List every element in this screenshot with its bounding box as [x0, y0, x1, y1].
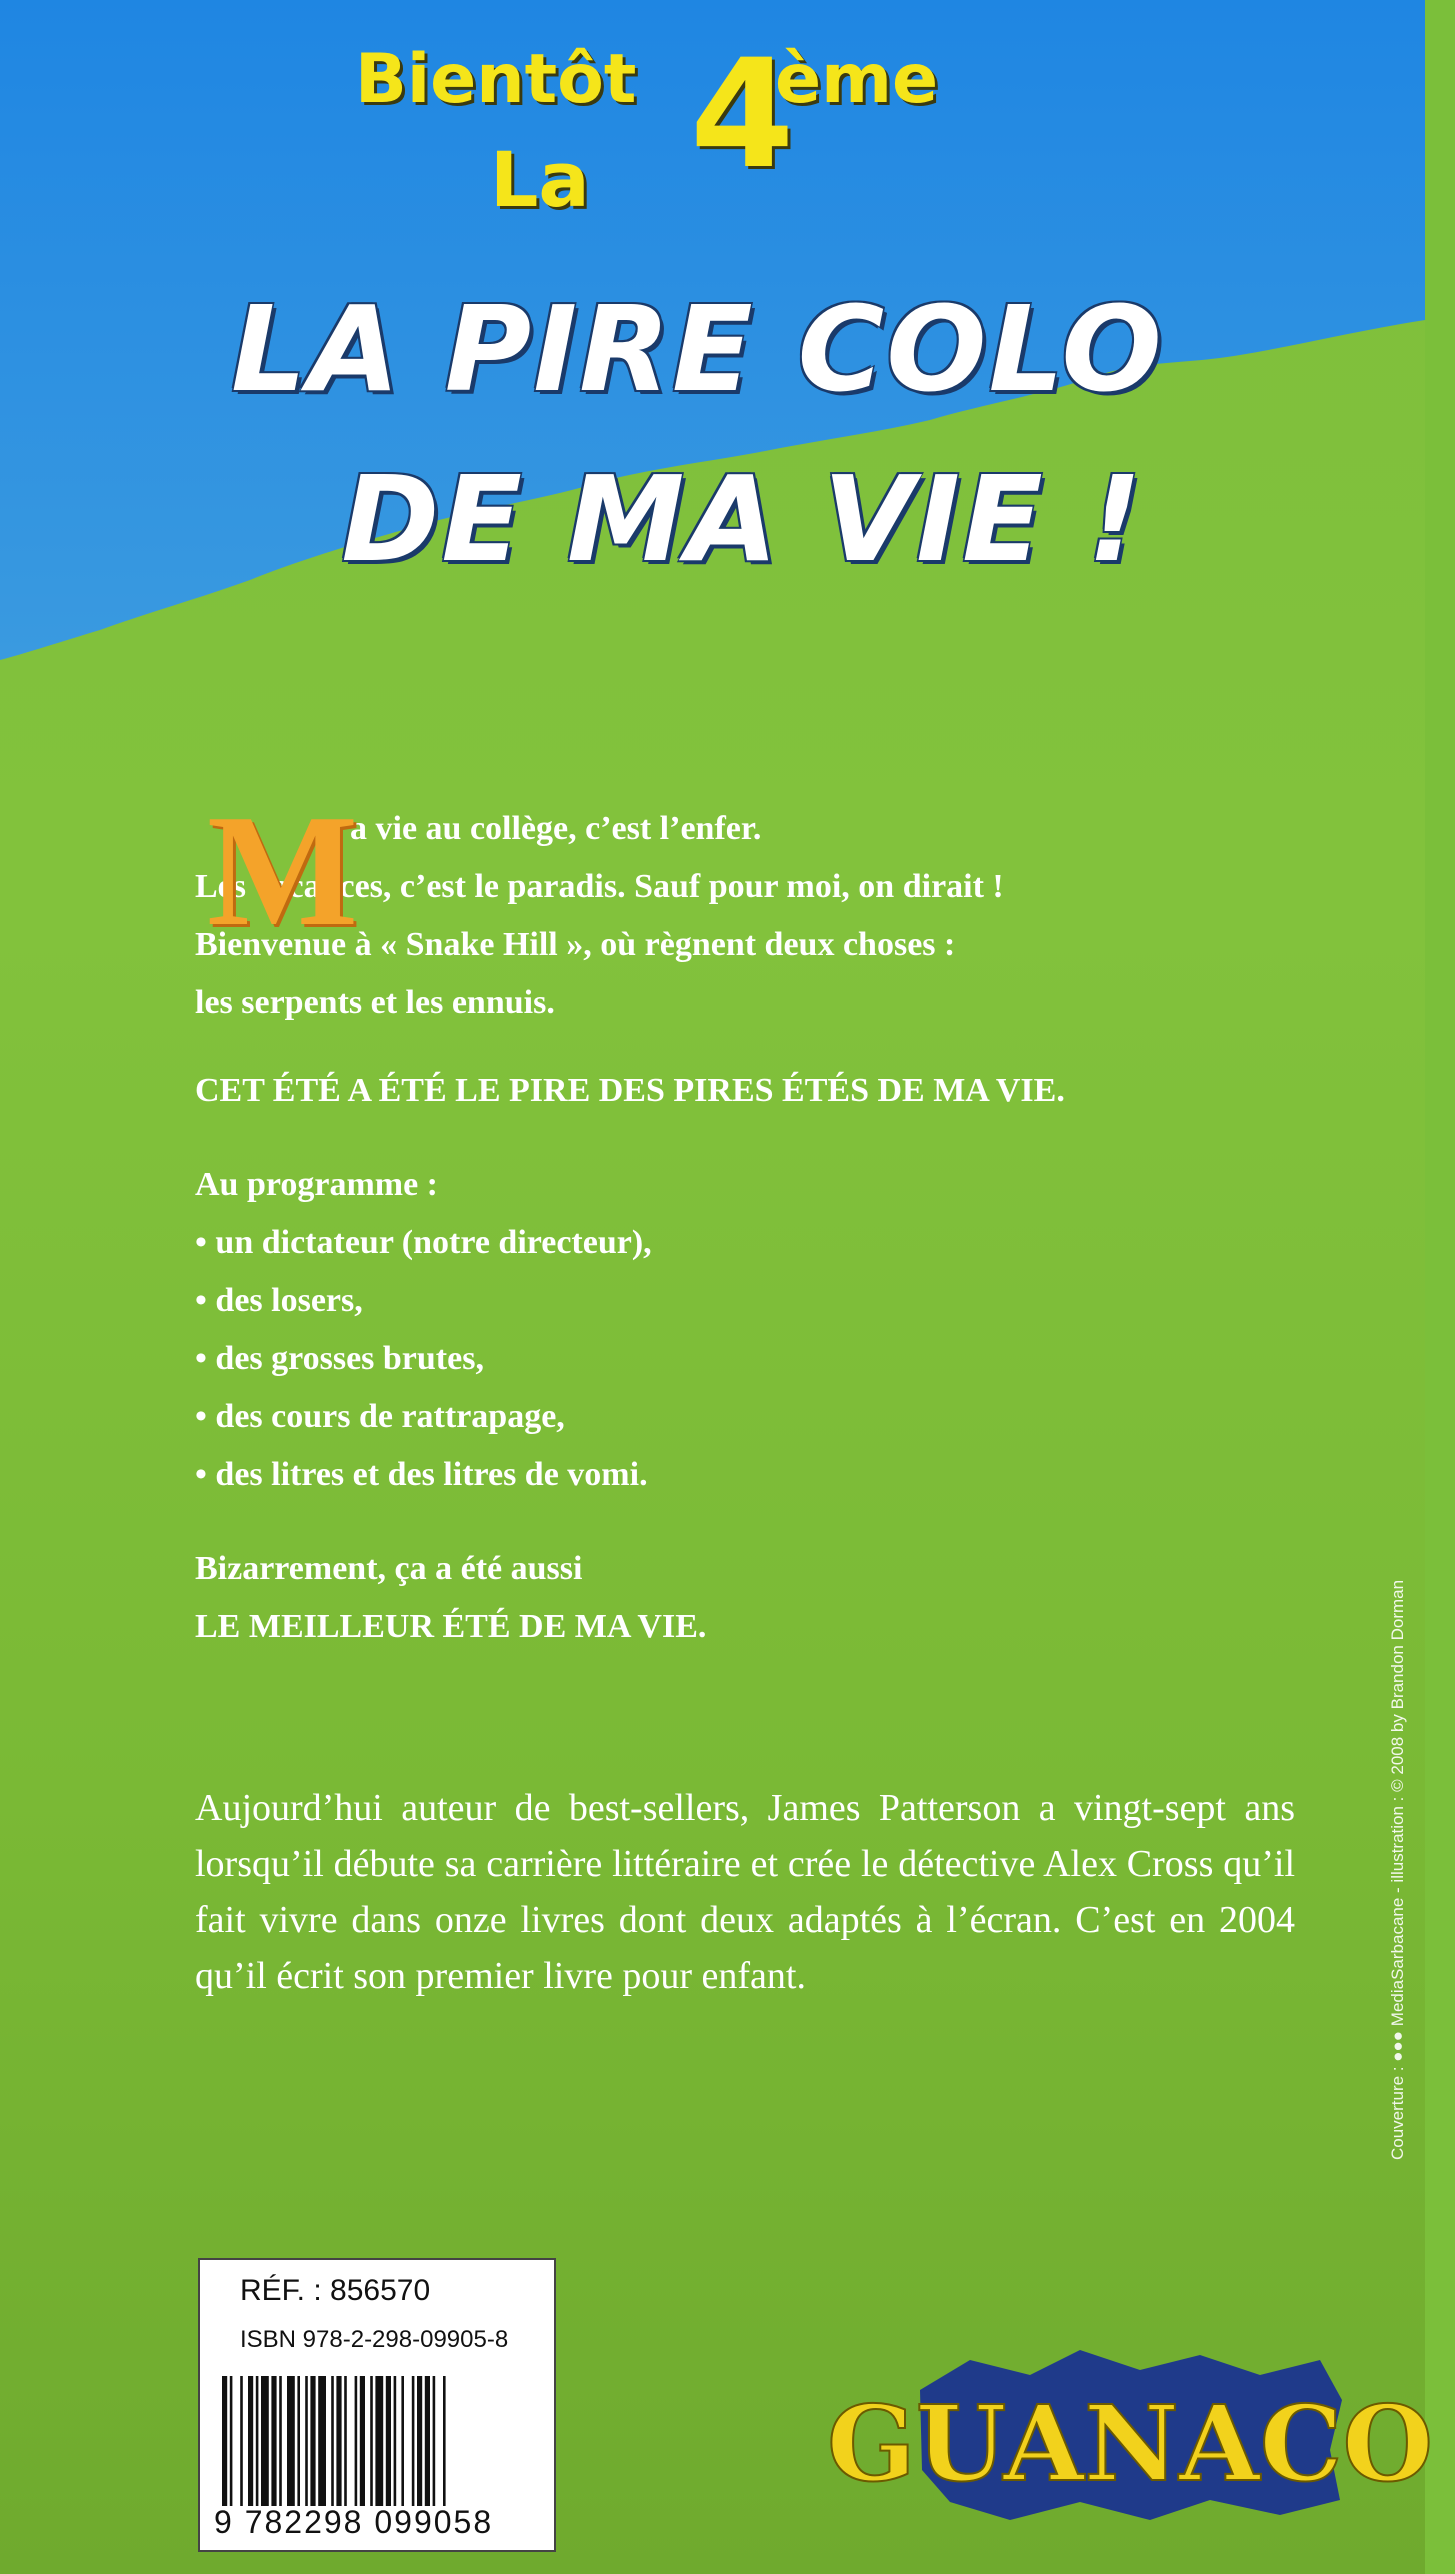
closing-line-2: LE MEILLEUR ÉTÉ DE MA VIE.	[195, 1608, 707, 1645]
series-word-la: La	[490, 135, 590, 224]
series-logo	[355, 28, 995, 240]
barcode-bar	[256, 2376, 259, 2506]
series-word-bientot: Bientôt	[355, 40, 637, 119]
program-item: • des cours de rattrapage,	[195, 1388, 1255, 1446]
book-title-line-2: DE MA VIE !	[341, 450, 1144, 588]
reference-number: RÉF. : 856570	[240, 2274, 431, 2307]
author-bio: Aujourd’hui auteur de best-sellers, James Patterson a vingt-sept ans lorsqu’il débute sa carrière littéraire et crée le détective Alex Cross qu’il fait vivre dans onze livres dont deux adaptés à l’écran. C’est en 2004 qu’il écrit son premier livre pour enfant.	[195, 1787, 1295, 1997]
isbn-number: ISBN 978-2-298-09905-8	[240, 2326, 509, 2353]
blurb-intro-line: les serpents et les ennuis.	[195, 984, 555, 1021]
barcode-bar	[375, 2376, 383, 2506]
program-list	[195, 1156, 1255, 1504]
cover-credit: Couverture : ●●● MediaSarbacane - illustration : © 2008 by Brandon Dorman	[1388, 1579, 1407, 2160]
series-suffix: ème	[775, 40, 939, 119]
barcode-bar	[297, 2376, 300, 2506]
series-number: 4	[690, 28, 795, 202]
barcode-bar	[336, 2376, 341, 2506]
blurb-closing	[195, 1540, 1255, 1656]
guanaco-logo-text: GUANACO	[826, 2382, 1434, 2505]
program-item: • un dictateur (notre directeur),	[195, 1214, 1255, 1272]
barcode-bar	[394, 2376, 397, 2506]
barcode-bar	[412, 2376, 415, 2506]
barcode-bar	[344, 2376, 347, 2506]
program-item: • des grosses brutes,	[195, 1330, 1255, 1388]
barcode-bar	[425, 2376, 430, 2506]
barcode-bar	[310, 2376, 315, 2506]
barcode-bar	[230, 2376, 233, 2506]
barcode-bar	[305, 2376, 308, 2506]
barcode-bar	[386, 2376, 391, 2506]
blurb-intro-first-line: a vie au collège, c’est l’enfer.	[350, 810, 762, 847]
barcode-bar	[360, 2376, 365, 2506]
barcode-label	[198, 2258, 556, 2552]
barcode-bar	[443, 2376, 446, 2506]
barcode-bar	[240, 2376, 243, 2506]
blurb-intro-line: Les vacances, c’est le paradis. Sauf pour moi, on dirait !	[195, 868, 1004, 905]
closing-line-1: Bizarrement, ça a été aussi	[195, 1550, 583, 1587]
program-heading: Au programme :	[195, 1166, 438, 1203]
barcode-digits: 9 782298 099058	[214, 2504, 494, 2540]
blurb	[195, 720, 1255, 1656]
blurb-caps-line: CET ÉTÉ A ÉTÉ LE PIRE DES PIRES ÉTÉS DE MA VIE.	[195, 1072, 1065, 1109]
barcode-bar	[261, 2376, 269, 2506]
blurb-intro-line: Bienvenue à « Snake Hill », où règnent deux choses :	[195, 926, 956, 963]
barcode-bar	[401, 2376, 404, 2506]
barcode-bar	[331, 2376, 334, 2506]
program-item: • des litres et des litres de vomi.	[195, 1446, 1255, 1504]
barcode-bar	[417, 2376, 422, 2506]
guanaco-logo	[826, 2330, 1434, 2530]
barcode-bar	[248, 2376, 253, 2506]
barcode-bar	[433, 2376, 436, 2506]
drop-cap: M	[207, 781, 359, 959]
program-item: • des losers,	[195, 1272, 1255, 1330]
barcode-bar	[318, 2376, 326, 2506]
barcode-bar	[287, 2376, 295, 2506]
barcode-bar	[355, 2376, 358, 2506]
blurb-intro	[195, 781, 1255, 1032]
barcode-bar	[279, 2376, 282, 2506]
barcode-bars	[222, 2376, 538, 2506]
barcode-bar	[222, 2376, 227, 2506]
book-title-line-1: LA PIRE COLO	[231, 280, 1164, 418]
barcode-bar	[271, 2376, 276, 2506]
barcode-bar	[370, 2376, 373, 2506]
